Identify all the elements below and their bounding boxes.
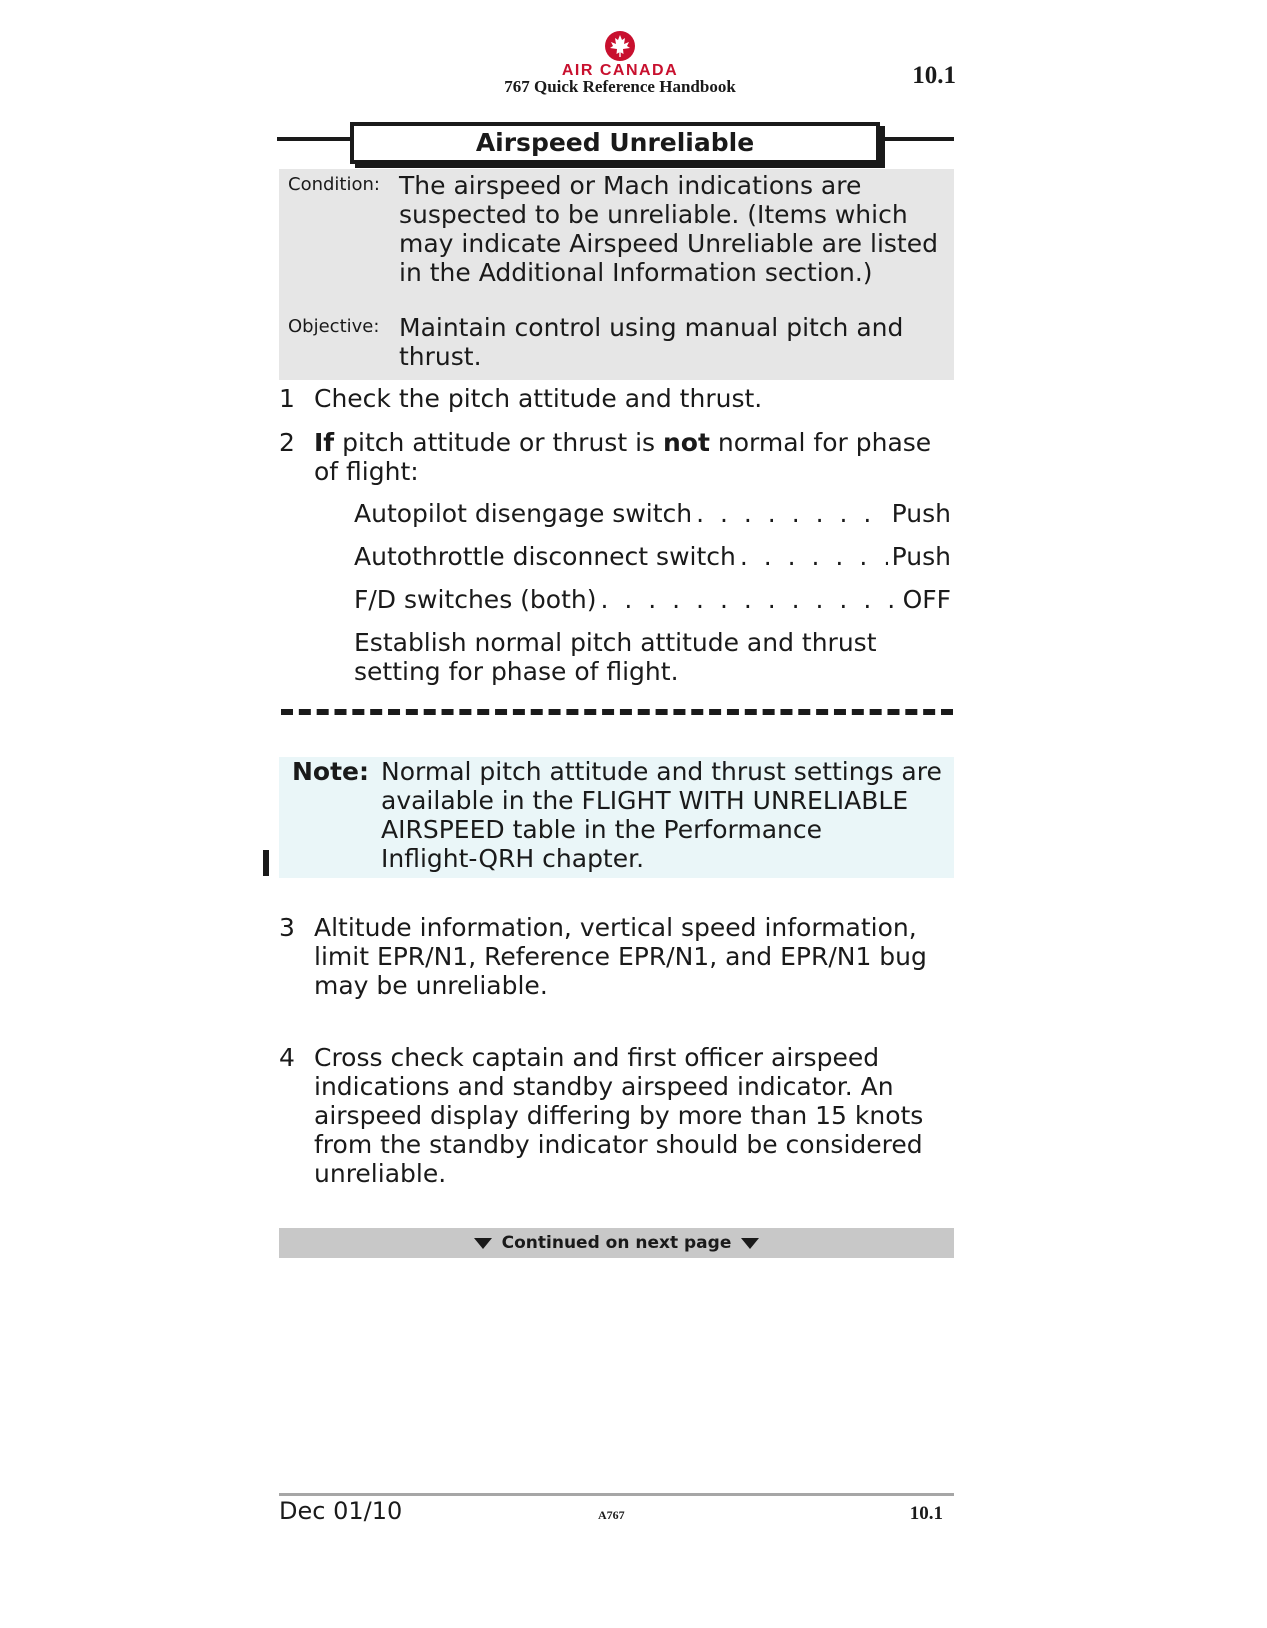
continued-next-page-bar bbox=[279, 1228, 954, 1258]
step-1-number: 1 bbox=[279, 384, 295, 413]
airline-header bbox=[490, 30, 750, 96]
step-1-text: Check the pitch attitude and thrust. bbox=[314, 384, 763, 413]
establish-instruction: Establish normal pitch attitude and thrust setting for phase of flight. bbox=[354, 628, 877, 686]
triangle-down-icon bbox=[474, 1238, 492, 1249]
handbook-title: 767 Quick Reference Handbook bbox=[504, 77, 736, 96]
step-3-number: 3 bbox=[279, 913, 295, 942]
condition-label: Condition: bbox=[288, 174, 380, 195]
step-4-number: 4 bbox=[279, 1043, 295, 1072]
objective-label: Objective: bbox=[288, 316, 380, 337]
step-2-text: If pitch attitude or thrust is not normal for phase of flight: bbox=[314, 428, 932, 486]
title-rule-left bbox=[277, 137, 353, 141]
note-label: Note: bbox=[292, 757, 370, 786]
checklist-title: Airspeed Unreliable bbox=[350, 122, 880, 164]
revision-change-bar bbox=[263, 850, 269, 876]
maple-leaf-logo-icon bbox=[604, 30, 636, 62]
continued-label: Continued on next page bbox=[501, 1233, 732, 1253]
action-item-autopilot: Autopilot disengage switch . . . Push bbox=[354, 499, 951, 528]
dashed-separator bbox=[281, 709, 953, 715]
action-item-autothrottle: Autothrottle disconnect switch . . . Push bbox=[354, 542, 951, 571]
footer-model: A767 bbox=[598, 1508, 625, 1522]
step-3-text: Altitude information, vertical speed information, limit EPR/N1, Reference EPR/N1, and EPR/N1 bug may be unreliable. bbox=[314, 913, 927, 1000]
step-4-text: Cross check captain and first officer airspeed indications and standby airspeed indicator. An airspeed display differing by more than 15 knots from the standby indicator should be considered unreliable. bbox=[314, 1043, 924, 1188]
footer-date: Dec 01/10 bbox=[279, 1497, 403, 1525]
note-text: Normal pitch attitude and thrust settings are available in the FLIGHT WITH UNRELIABLE AIRSPEED table in the Performance Inflight-QRH chapter. bbox=[381, 757, 942, 873]
step-2-number: 2 bbox=[279, 428, 295, 457]
header-page-number: 10.1 bbox=[912, 62, 956, 89]
action-item-fd-switches: F/D switches (both) . . . OFF bbox=[354, 585, 951, 614]
footer-page-number: 10.1 bbox=[909, 1503, 943, 1524]
triangle-down-icon bbox=[741, 1238, 759, 1249]
title-rule-right bbox=[878, 137, 954, 141]
objective-text: Maintain control using manual pitch and thrust. bbox=[399, 313, 904, 371]
brand-name: AIR CANADA bbox=[561, 62, 679, 79]
footer-rule bbox=[279, 1493, 954, 1496]
condition-text: The airspeed or Mach indications are suspected to be unreliable. (Items which may indicate Airspeed Unreliable are listed in the Additional Information section.) bbox=[399, 171, 938, 287]
